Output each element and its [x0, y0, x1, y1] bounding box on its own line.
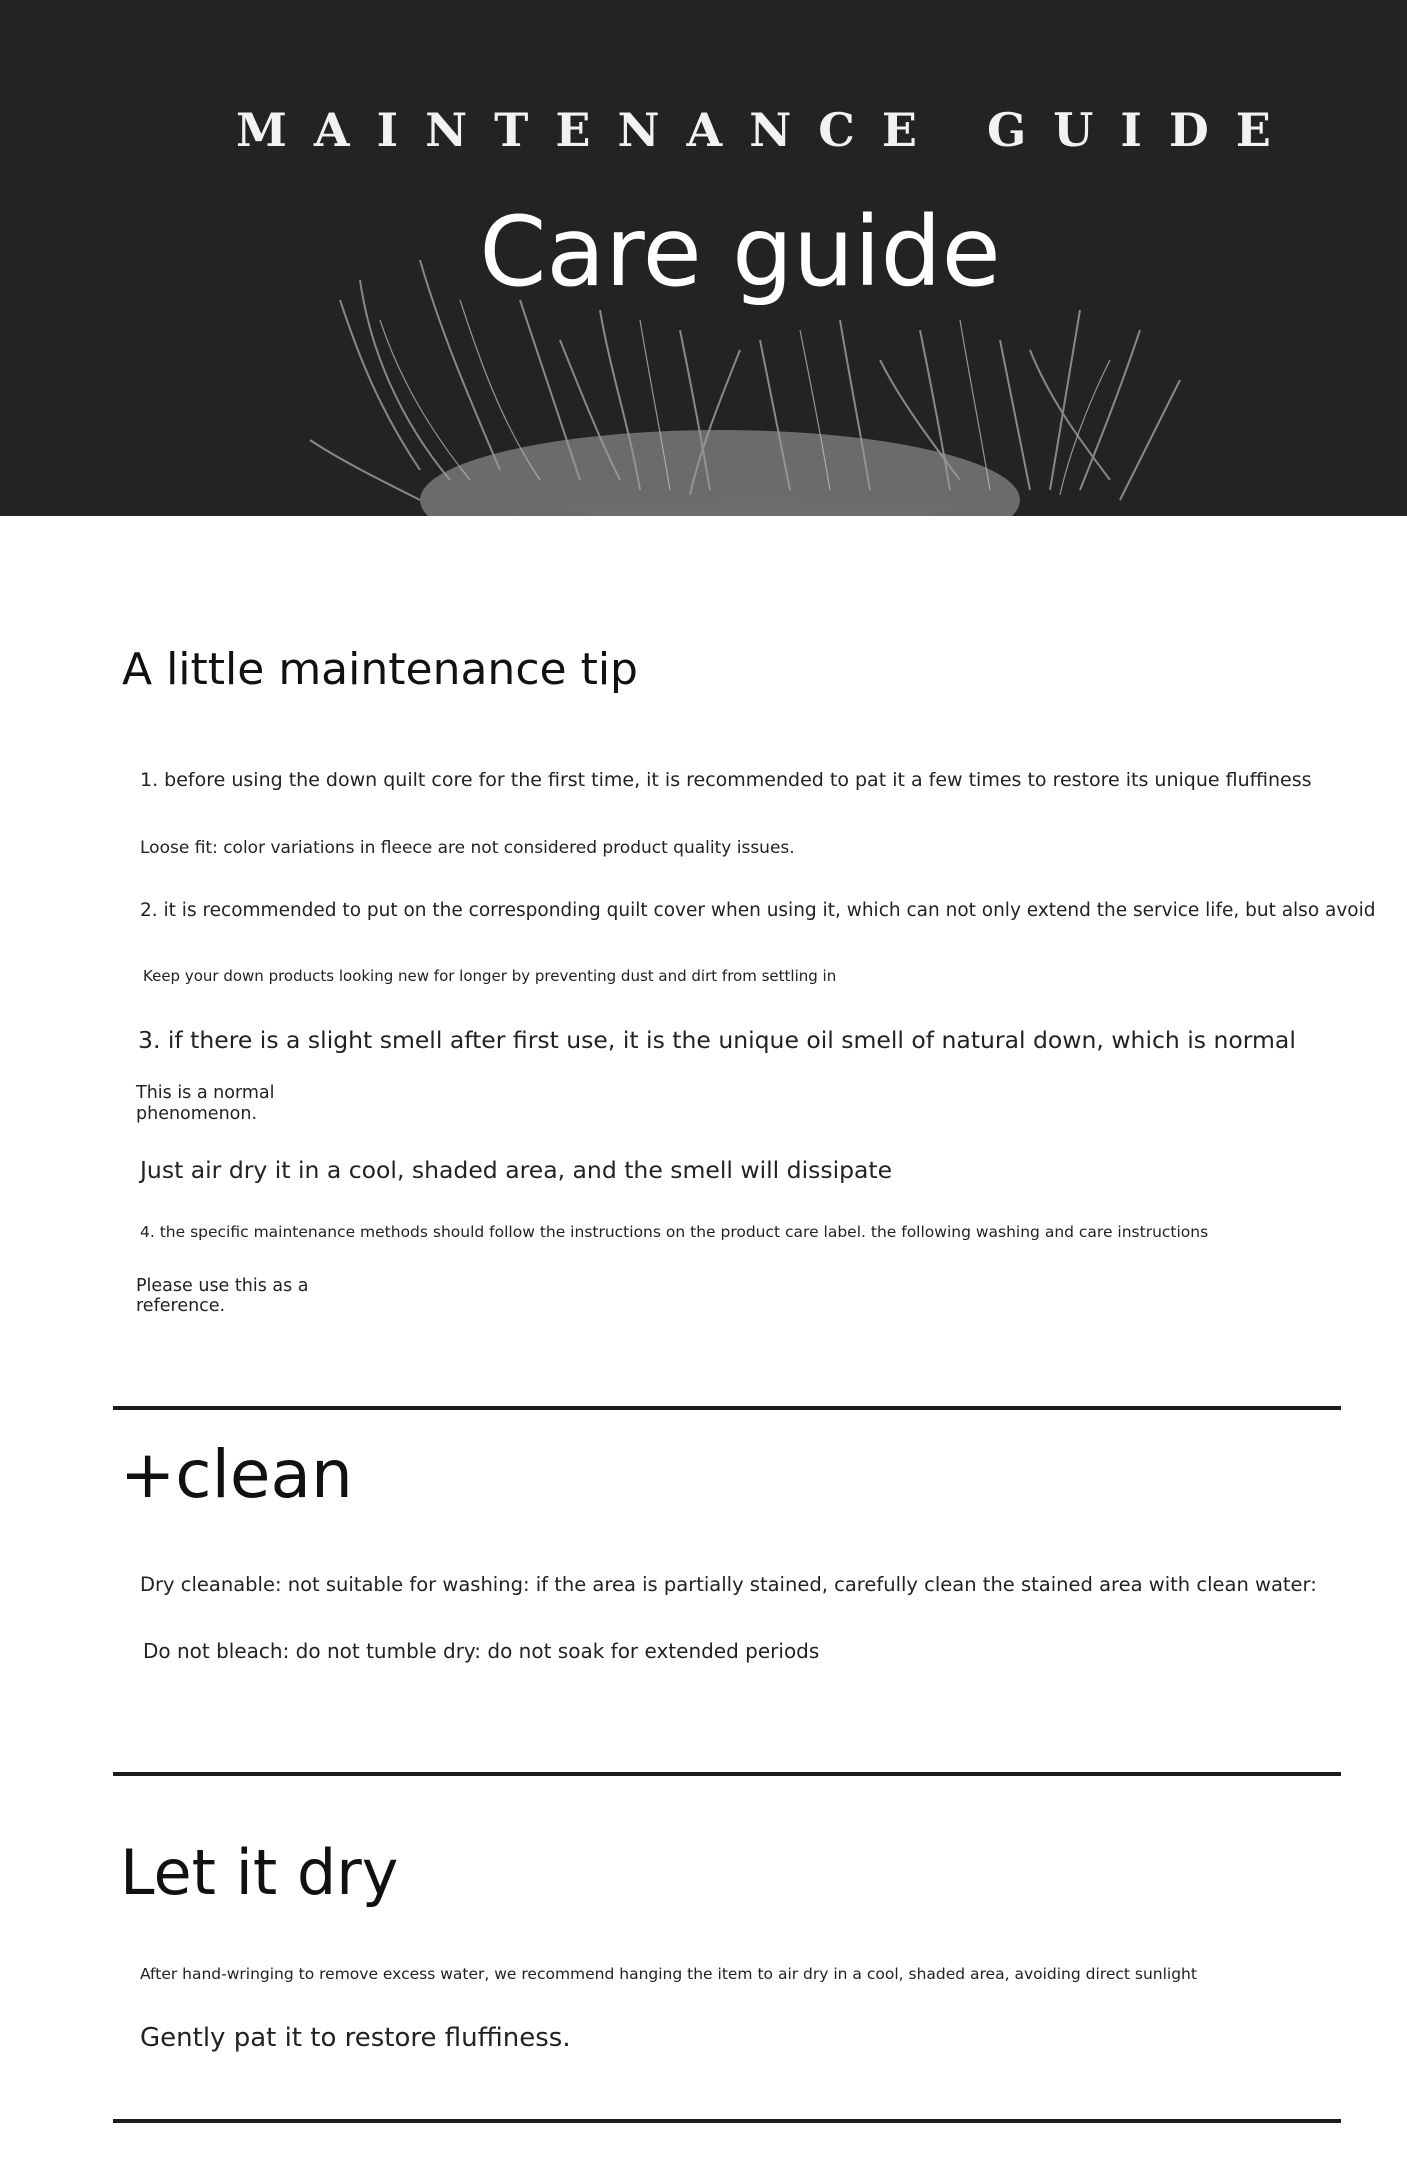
divider: [113, 1406, 1341, 1410]
dry-line-2: Gently pat it to restore fluffiness.: [140, 2023, 571, 2053]
tip-4-note-line2: reference.: [136, 1296, 226, 1316]
hero-banner: [0, 0, 1407, 516]
hero-kicker: MAINTENANCE GUIDE: [236, 103, 1298, 157]
tips-heading: A little maintenance tip: [122, 644, 638, 695]
tip-3-advice: Just air dry it in a cool, shaded area, and the smell will dissipate: [140, 1156, 893, 1184]
tip-3-note-line2: phenomenon.: [136, 1104, 258, 1124]
tip-2: 2. it is recommended to put on the corresponding quilt cover when using it, which can not only extend the service life, but also avoid: [140, 900, 1376, 921]
hero-title: Care guide: [479, 196, 1001, 308]
tip-1: 1. before using the down quilt core for the first time, it is recommended to pat it a few times to restore its unique fluffiness: [140, 769, 1312, 791]
tip-1-note: Loose fit: color variations in fleece are not considered product quality issues.: [140, 838, 795, 858]
tip-2-note: Keep your down products looking new for longer by preventing dust and dirt from settling in: [143, 967, 837, 985]
clean-heading: +clean: [120, 1436, 353, 1513]
dry-heading: Let it dry: [120, 1836, 399, 1909]
tip-3-note-line1: This is a normal: [136, 1083, 275, 1103]
clean-line-1: Dry cleanable: not suitable for washing: if the area is partially stained, carefully clean the stained area with clean water:: [140, 1573, 1317, 1596]
tip-4-note-line1: Please use this as a: [136, 1276, 309, 1296]
clean-line-2: Do not bleach: do not tumble dry: do not soak for extended periods: [143, 1639, 820, 1663]
divider: [113, 1772, 1341, 1776]
dry-line-1: After hand-wringing to remove excess water, we recommend hanging the item to air dry in a cool, shaded area, avoiding direct sunlight: [140, 1965, 1197, 1983]
divider: [113, 2119, 1341, 2123]
tip-3: 3. if there is a slight smell after first use, it is the unique oil smell of natural down, which is normal: [138, 1026, 1296, 1054]
tip-4: 4. the specific maintenance methods should follow the instructions on the product care label. the following washing and care instructions: [140, 1223, 1209, 1241]
